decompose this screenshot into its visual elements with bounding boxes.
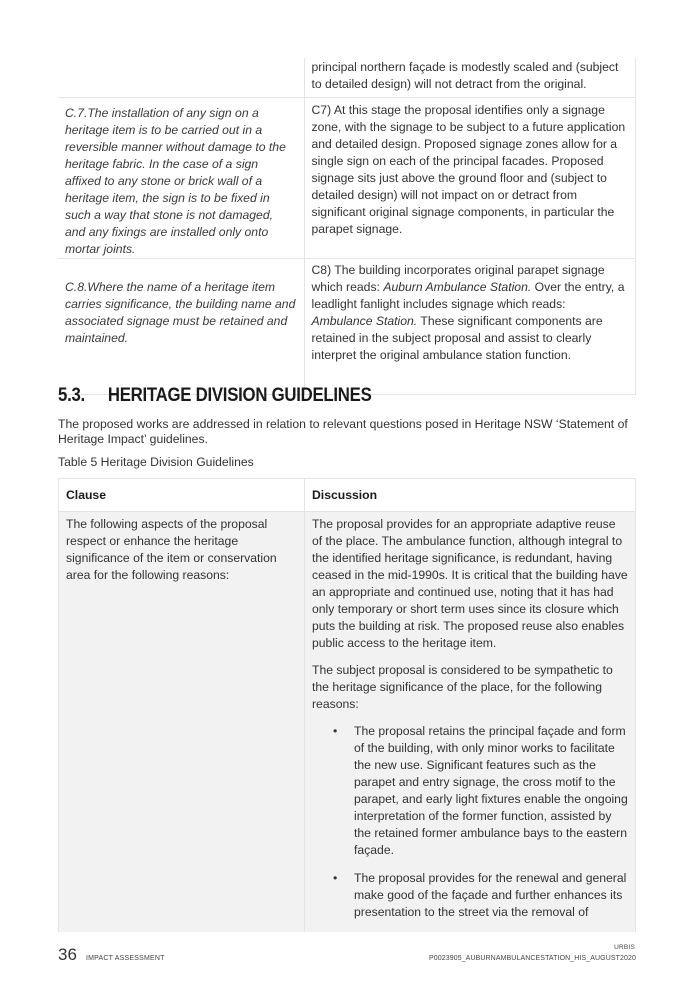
reasons-list	[312, 723, 628, 921]
footer-section: IMPACT ASSESSMENT	[86, 955, 165, 962]
signage-quote: Auburn Ambulance Station.	[383, 280, 532, 294]
signage-controls-table	[58, 58, 636, 395]
discussion-cell: C8) The building incorporates original parapet signage which reads: Auburn Ambulance Station. Over the entry, a leadlight fanlight includes signage which reads: Ambulance Station. These significant components are retained in the subject proposal and assist to clearly interpret the original ambulance station function.	[304, 259, 636, 395]
table-row	[58, 98, 636, 259]
table-caption: Table 5 Heritage Division Guidelines	[58, 455, 254, 469]
section-intro: The proposed works are addressed in relation to relevant questions posed in Heritage NSW ‘Statement of Heritage Impact’ guidelines.	[58, 417, 628, 446]
discussion-paragraph: The subject proposal is considered to be sympathetic to the heritage significance of the place, for the following reasons:	[312, 663, 613, 711]
column-header-clause: Clause	[59, 479, 305, 512]
footer-brand: URBIS	[614, 944, 635, 951]
table-header-row	[59, 479, 636, 512]
clause-cell: C.7.The installation of any sign on a heritage item is to be carried out in a reversible manner without damage to the heritage fabric. In the case of a sign affixed to any stone or brick wall of a heritage item, the sign is to be fixed in such a way that stone is not damaged, and any fixings are installed only onto mortar joints.	[58, 98, 304, 259]
table-row	[58, 58, 636, 98]
section-heading	[58, 384, 371, 407]
clause-cell: C.8.Where the name of a heritage item carries significance, the building name and associated signage must be retained and maintained.	[58, 259, 304, 395]
list-item: • The proposal provides for the renewal and general make good of the façade and further enhances its presentation to the street via the removal of	[354, 870, 628, 921]
table-row	[58, 259, 636, 395]
discussion-paragraph: The proposal provides for an appropriate adaptive reuse of the place. The ambulance function, although integral to the identified heritage significance, is redundant, having ceased in the mid-1990s. It is critical that the building have an appropriate and continued use, noting that it has had only temporary or short term uses since its closure which puts the building at risk. The proposed reuse also enables public access to the heritage item.	[312, 517, 628, 650]
clause-cell: The following aspects of the proposal respect or enhance the heritage significance of the item or conservation area for the following reasons:	[59, 512, 305, 933]
signage-quote: Ambulance Station.	[311, 314, 418, 328]
discussion-cell: principal northern façade is modestly scaled and (subject to detailed design) will not detract from the original.	[304, 58, 636, 98]
heritage-guidelines-table	[58, 478, 636, 932]
list-item: • The proposal retains the principal façade and form of the building, with only minor works to facilitate the new use. Significant features such as the parapet and entry signage, the cross motif to the parapet, and early light fixtures enable the ongoing interpretation of the former function, assisted by the retained former ambulance bays to the eastern façade.	[354, 723, 628, 859]
footer-doc-ref: P0023905_AUBURNAMBULANCESTATION_HIS_AUGUST2020	[428, 955, 636, 962]
clause-cell	[58, 58, 304, 98]
discussion-cell	[305, 512, 636, 933]
discussion-cell: C7) At this stage the proposal identifies only a signage zone, with the signage to be subject to a future application and detailed design. Proposed signage zones allow for a single sign on each of the principal facades. Proposed signage sits just above the ground floor and (subject to detailed design) will not impact on or detract from significant original signage components, in particular the parapet signage.	[304, 98, 636, 259]
page-number: 36	[58, 945, 77, 964]
table-row	[59, 512, 636, 933]
column-header-discussion: Discussion	[305, 479, 636, 512]
section-title: HERITAGE DIVISION GUIDELINES	[107, 384, 372, 406]
section-number: 5.3.	[58, 384, 85, 406]
